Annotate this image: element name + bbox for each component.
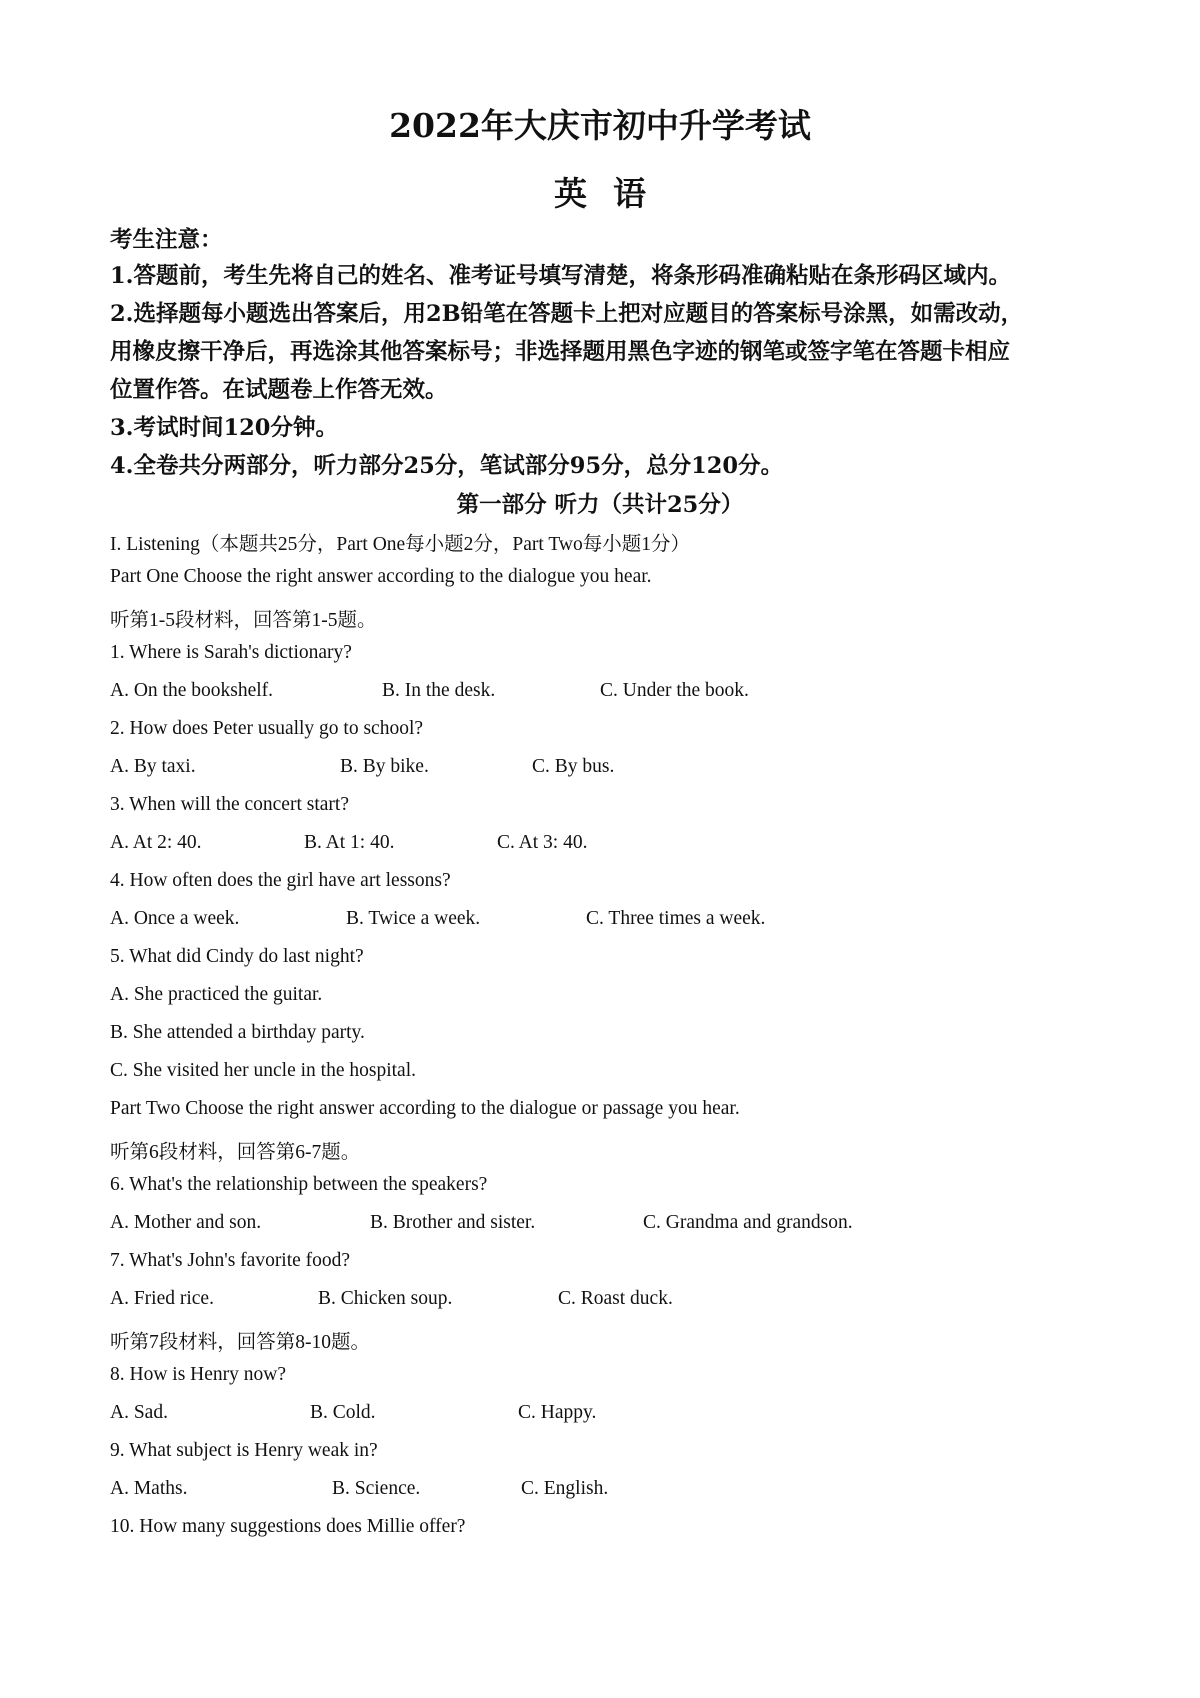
option-a: A. Fried rice. xyxy=(110,1288,214,1309)
section-title: I. Listening（本题共25分，Part One每小题2分，Part Two每小题1分） xyxy=(110,534,690,555)
option-c: C. Roast duck. xyxy=(558,1288,673,1309)
option-b: B. Twice a week. xyxy=(346,908,481,929)
option-c: C. She visited her uncle in the hospital. xyxy=(110,1060,416,1081)
option-b: B. At 1: 40. xyxy=(304,832,395,853)
option-c: C. By bus. xyxy=(532,756,615,777)
subject-title: 英语 xyxy=(554,174,672,213)
question: 5. What did Cindy do last night? xyxy=(110,946,364,967)
notice-line: 用橡皮擦干净后，再选涂其他答案标号；非选择题用黑色字迹的钢笔或签字笔在答题卡相应 xyxy=(110,339,1011,365)
question: 4. How often does the girl have art lessons? xyxy=(110,870,451,891)
option-b: B. Brother and sister. xyxy=(370,1212,536,1233)
option-a: A. Once a week. xyxy=(110,908,240,929)
option-c: C. Three times a week. xyxy=(586,908,766,929)
option-a: A. Sad. xyxy=(110,1402,168,1423)
question: 8. How is Henry now? xyxy=(110,1364,287,1385)
notice-line: 3.考试时间120分钟。 xyxy=(110,415,338,441)
notice-line: 4.全卷共分两部分，听力部分25分，笔试部分95分，总分120分。 xyxy=(110,453,784,479)
question: 1. Where is Sarah's dictionary? xyxy=(110,642,352,663)
option-c: C. Under the book. xyxy=(600,680,749,701)
option-a: A. Maths. xyxy=(110,1478,188,1499)
option-a: A. On the bookshelf. xyxy=(110,680,274,701)
option-b: B. Chicken soup. xyxy=(318,1288,453,1309)
option-a: A. She practiced the guitar. xyxy=(110,984,323,1005)
option-c: C. English. xyxy=(521,1478,609,1499)
notice-line: 1.答题前，考生先将自己的姓名、准考证号填写清楚，将条形码准确粘贴在条形码区域内。 xyxy=(110,263,1011,289)
option-b: B. By bike. xyxy=(340,756,429,777)
option-b: B. She attended a birthday party. xyxy=(110,1022,365,1043)
part-one-instruction: Part One Choose the right answer according to the dialogue you hear. xyxy=(110,566,652,587)
option-c: C. At 3: 40. xyxy=(497,832,588,853)
option-b: B. Cold. xyxy=(310,1402,376,1423)
question: 3. When will the concert start? xyxy=(110,794,349,815)
notice-line: 位置作答。在试题卷上作答无效。 xyxy=(110,377,448,403)
exam-title: 2022年大庆市初中升学考试 xyxy=(389,106,811,145)
part-two-instruction: Part Two Choose the right answer according to the dialogue or passage you hear. xyxy=(110,1098,740,1119)
part-one-heading: 第一部分 听力（共计25分） xyxy=(456,492,744,518)
option-b: B. In the desk. xyxy=(382,680,496,701)
option-a: A. Mother and son. xyxy=(110,1212,262,1233)
question: 9. What subject is Henry weak in? xyxy=(110,1440,378,1461)
option-a: A. By taxi. xyxy=(110,756,196,777)
option-b: B. Science. xyxy=(332,1478,421,1499)
notice-heading: 考生注意： xyxy=(110,227,223,253)
question: 10. How many suggestions does Millie offer? xyxy=(110,1516,466,1537)
question: 2. How does Peter usually go to school? xyxy=(110,718,424,739)
group-instruction: 听第7段材料，回答第8-10题。 xyxy=(110,1332,370,1353)
group-instruction: 听第6段材料，回答第6-7题。 xyxy=(110,1142,361,1163)
option-a: A. At 2: 40. xyxy=(110,832,202,853)
option-c: C. Grandma and grandson. xyxy=(643,1212,853,1233)
group-instruction: 听第1-5段材料，回答第1-5题。 xyxy=(110,610,377,631)
option-c: C. Happy. xyxy=(518,1402,597,1423)
question: 7. What's John's favorite food? xyxy=(110,1250,351,1271)
notice-line: 2.选择题每小题选出答案后，用2B铅笔在答题卡上把对应题目的答案标号涂黑，如需改动， xyxy=(110,301,1024,327)
question: 6. What's the relationship between the speakers? xyxy=(110,1174,488,1195)
